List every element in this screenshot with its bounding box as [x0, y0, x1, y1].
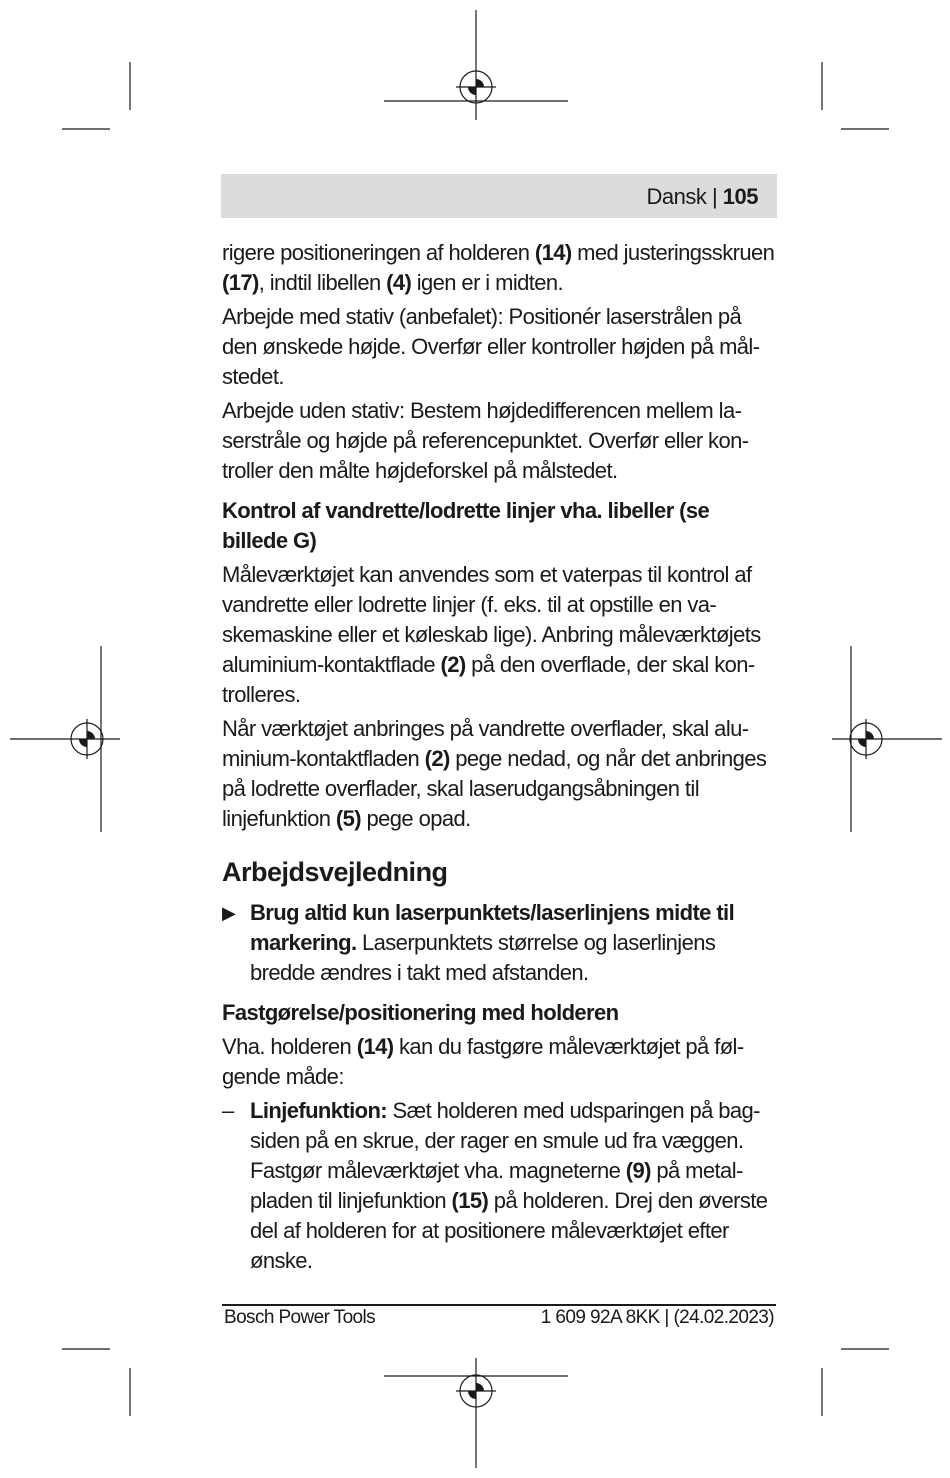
heading-holder-mounting: Fastgørelse/positionering med holderen: [222, 1000, 619, 1025]
ref-number: (9): [625, 1158, 651, 1183]
text: kan du fastgøre måleværktøjet på følgende måde:: [222, 1034, 745, 1089]
text: Vha. holderen: [222, 1034, 357, 1059]
ref-number: (17): [222, 270, 259, 295]
text: på metalpladen til linjefunktion: [250, 1158, 744, 1213]
text: Måleværktøjet kan anvendes som et vaterpas til kontrol af vandrette eller lodrette linjer (f. eks. til at opstille en vaskemaskine eller et køleskab lige). Anbring måleværktøjets aluminium-kontaktflade: [222, 562, 761, 677]
paragraph-holder-adjust: [222, 238, 777, 298]
dash-list-item: [222, 1096, 777, 1276]
paragraph-holder-intro: [222, 1032, 777, 1092]
footer-brand: Bosch Power Tools: [224, 1307, 376, 1328]
ref-number: (2): [424, 746, 450, 771]
page-number: 105: [722, 184, 758, 209]
text: på den overflade, der skal kontrolleres.: [222, 652, 756, 707]
ref-number: (2): [440, 652, 466, 677]
page-body: [222, 238, 777, 1276]
text: pege opad.: [361, 806, 471, 831]
text: med justeringsskruen: [571, 240, 775, 265]
footer-rule: [222, 1304, 776, 1306]
bullet-item: [222, 898, 777, 988]
header-language: Dansk: [646, 184, 707, 209]
ref-number: (15): [451, 1188, 489, 1213]
ref-number: (4): [386, 270, 412, 295]
text: rigere positioneringen af holderen: [222, 240, 535, 265]
paragraph-without-tripod: Arbejde uden stativ: Bestem højdedifferencen mellem laserstråle og højde på referencepunktet. Overfør eller kontroller den målte højdeforskel på målstedet.: [222, 398, 750, 483]
paragraph-spirit-level: [222, 560, 777, 710]
ref-number: (14): [534, 240, 572, 265]
ref-number: (14): [356, 1034, 394, 1059]
paragraph-with-tripod: Arbejde med stativ (anbefalet): Positionér laserstrålen på den ønskede højde. Overfør eller kontroller højden på målstedet.: [222, 304, 761, 389]
text: på holderen. Drej den øverste del af holderen for at positionere måleværktøjet efter ønske.: [250, 1188, 768, 1273]
bullet-bold: Brug altid kun laserpunktets/laserlinjens midte til markering.: [250, 900, 735, 955]
text: Sæt holderen med udsparingen på bagsiden på en skrue, der rager en smule ud fra væggen. Fastgør måleværktøjet vha. magneterne: [250, 1098, 761, 1183]
triangle-bullet-icon: ▶: [222, 903, 236, 923]
footer-doc-info: 1 609 92A 8KK | (24.02.2023): [540, 1307, 774, 1328]
ref-number: (5): [335, 806, 361, 831]
text: Når værktøjet anbringes på vandrette overflader, skal aluminium-kontaktfladen: [222, 716, 750, 771]
bullet-text: Laserpunktets størrelse og laserlinjens bredde ændres i takt med afstanden.: [250, 930, 716, 985]
text: igen er i midten.: [411, 270, 564, 295]
dash-marker: –: [222, 1098, 234, 1123]
header-text: Dansk | 105: [646, 184, 758, 209]
text: pege nedad, og når det anbringes på lodrette overflader, skal laserudgangsåbningen til linjefunktion: [222, 746, 767, 831]
text: , indtil libellen: [258, 270, 387, 295]
dash-bold: Linjefunktion:: [250, 1098, 388, 1123]
heading-working-advice: Arbejdsvejledning: [222, 857, 448, 887]
page-header: [221, 174, 777, 218]
heading-level-check: Kontrol af vandrette/lodrette linjer vha. libeller (se billede G): [222, 498, 710, 553]
paragraph-surface-orientation: [222, 714, 777, 834]
